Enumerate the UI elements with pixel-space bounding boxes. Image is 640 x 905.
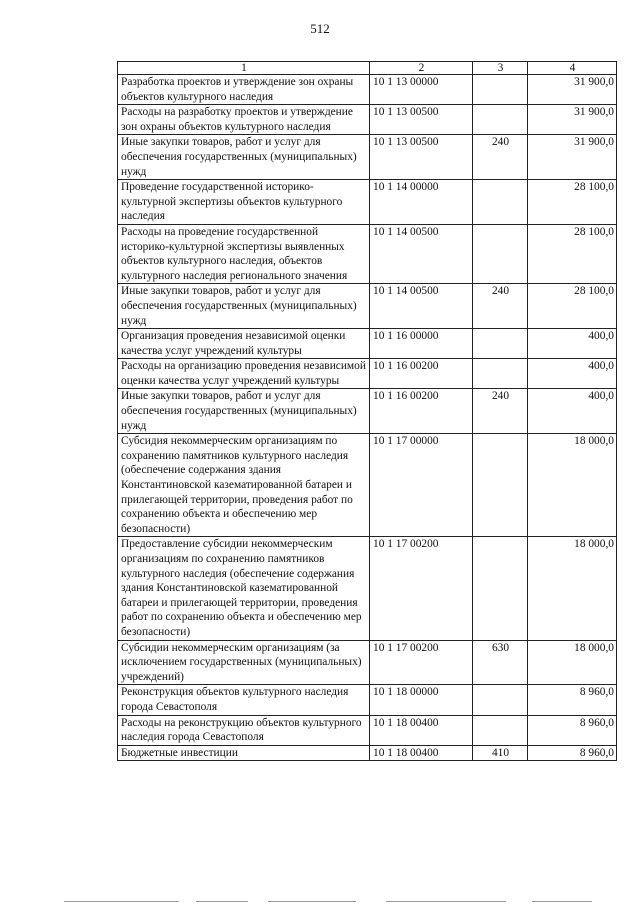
row-kind: 410: [473, 745, 528, 761]
row-name: Реконструкция объектов культурного наследия города Севастополя: [118, 685, 370, 715]
row-sum: 28 100,0: [528, 224, 617, 283]
row-code: 10 1 13 00000: [370, 75, 473, 105]
table-row: [118, 135, 617, 180]
row-code: 10 1 13 00500: [370, 135, 473, 180]
row-sum: 400,0: [528, 389, 617, 434]
row-sum: 31 900,0: [528, 75, 617, 105]
row-kind: [473, 434, 528, 537]
row-name: Иные закупки товаров, работ и услуг для обеспечения государственных (муниципальных) нужд: [118, 389, 370, 434]
row-kind: 240: [473, 135, 528, 180]
row-code: 10 1 16 00200: [370, 359, 473, 389]
row-name: Расходы на разработку проектов и утверждение зон охраны объектов культурного наследия: [118, 105, 370, 135]
row-sum: 8 960,0: [528, 745, 617, 761]
row-name: Иные закупки товаров, работ и услуг для обеспечения государственных (муниципальных) нужд: [118, 135, 370, 180]
column-number-row: [118, 62, 617, 75]
row-kind: [473, 180, 528, 225]
row-name: Субсидия некоммерческим организациям по сохранению памятников культурного наследия (обеспечение содержания здания Константиновской казематированной батареи и прилегающей территории, проведения работ по сохранению объекта и обеспечению мер безопасности): [118, 434, 370, 537]
row-name: Бюджетные инвестиции: [118, 745, 370, 761]
row-sum: 18 000,0: [528, 434, 617, 537]
row-name: Иные закупки товаров, работ и услуг для обеспечения государственных (муниципальных) нужд: [118, 284, 370, 329]
row-code: 10 1 17 00200: [370, 537, 473, 640]
row-code: 10 1 18 00400: [370, 745, 473, 761]
row-code: 10 1 18 00400: [370, 715, 473, 745]
row-code: 10 1 17 00200: [370, 640, 473, 685]
row-sum: 8 960,0: [528, 685, 617, 715]
table-row: [118, 105, 617, 135]
row-name: Расходы на реконструкцию объектов культурного наследия города Севастополя: [118, 715, 370, 745]
row-kind: [473, 329, 528, 359]
row-kind: [473, 224, 528, 283]
column-header-sum: 4: [528, 62, 617, 75]
row-sum: 18 000,0: [528, 537, 617, 640]
table-body: [118, 75, 617, 761]
row-code: 10 1 17 00000: [370, 434, 473, 537]
row-code: 10 1 14 00500: [370, 284, 473, 329]
table-row: [118, 537, 617, 640]
table-row: [118, 685, 617, 715]
table-row: [118, 715, 617, 745]
row-code: 10 1 14 00500: [370, 224, 473, 283]
row-name: Разработка проектов и утверждение зон охраны объектов культурного наследия: [118, 75, 370, 105]
table-row: [118, 359, 617, 389]
row-kind: [473, 75, 528, 105]
table-row: [118, 745, 617, 761]
row-code: 10 1 16 00000: [370, 329, 473, 359]
row-kind: 630: [473, 640, 528, 685]
row-kind: 240: [473, 284, 528, 329]
row-sum: 28 100,0: [528, 180, 617, 225]
budget-table: [117, 61, 617, 761]
column-header-kind: 3: [473, 62, 528, 75]
row-code: 10 1 14 00000: [370, 180, 473, 225]
row-sum: 400,0: [528, 359, 617, 389]
row-kind: [473, 537, 528, 640]
row-sum: 18 000,0: [528, 640, 617, 685]
row-kind: 240: [473, 389, 528, 434]
row-name: Расходы на проведение государственной историко-культурной экспертизы выявленных объектов культурного наследия, объектов культурного наследия регионального значения: [118, 224, 370, 283]
table-row: [118, 75, 617, 105]
row-sum: 8 960,0: [528, 715, 617, 745]
row-sum: 31 900,0: [528, 135, 617, 180]
page-number: 512: [310, 21, 330, 36]
table-row: [118, 284, 617, 329]
table-row: [118, 224, 617, 283]
table-row: [118, 180, 617, 225]
row-name: Проведение государственной историко-культурной экспертизы объектов культурного наследия: [118, 180, 370, 225]
row-name: Организация проведения независимой оценки качества услуг учреждений культуры: [118, 329, 370, 359]
table-row: [118, 389, 617, 434]
column-header-code: 2: [370, 62, 473, 75]
table-row: [118, 329, 617, 359]
row-kind: [473, 685, 528, 715]
column-header-name: 1: [118, 62, 370, 75]
row-name: Предоставление субсидии некоммерческим организациям по сохранению памятников культурного наследия (обеспечение содержания здания Константиновской казематированной батареи и прилегающей территории, проведения работ по сохранению объекта и обеспечению мер безопасности): [118, 537, 370, 640]
row-name: Субсидии некоммерческим организациям (за исключением государственных (муниципальных) учреждений): [118, 640, 370, 685]
row-sum: 28 100,0: [528, 284, 617, 329]
row-sum: 400,0: [528, 329, 617, 359]
row-code: 10 1 18 00000: [370, 685, 473, 715]
row-kind: [473, 105, 528, 135]
row-sum: 31 900,0: [528, 105, 617, 135]
table-row: [118, 434, 617, 537]
row-code: 10 1 16 00200: [370, 389, 473, 434]
row-name: Расходы на организацию проведения независимой оценки качества услуг учреждений культуры: [118, 359, 370, 389]
row-code: 10 1 13 00500: [370, 105, 473, 135]
row-kind: [473, 359, 528, 389]
table-row: [118, 640, 617, 685]
footer-scan-marks: [0, 899, 640, 905]
row-kind: [473, 715, 528, 745]
